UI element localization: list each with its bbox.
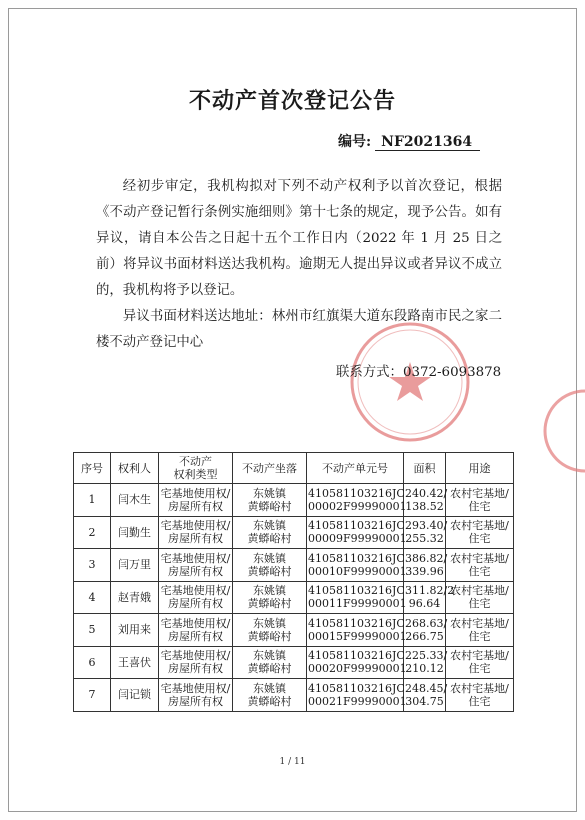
table-cell: 7 <box>74 679 111 712</box>
table-body <box>74 484 514 712</box>
table-cell: 闫万里 <box>111 549 159 582</box>
table-cell: 311.82/2 96.64 <box>404 581 446 614</box>
document-number-label: 编号: <box>338 134 372 150</box>
table-cell: 410581103216JC 00010F99990001 <box>307 549 404 582</box>
table-cell: 410581103216JC 00021F99990001 <box>307 679 404 712</box>
table-cell: 宅基地使用权/ 房屋所有权 <box>159 516 233 549</box>
table-cell: 农村宅基地/ 住宅 <box>446 516 514 549</box>
table-cell: 农村宅基地/ 住宅 <box>446 679 514 712</box>
table-cell: 4 <box>74 581 111 614</box>
table-cell: 闫记锁 <box>111 679 159 712</box>
table-cell: 农村宅基地/ 住宅 <box>446 646 514 679</box>
table-cell: 6 <box>74 646 111 679</box>
column-header: 不动产坐落 <box>233 453 307 484</box>
table-cell: 东姚镇 黄蟒峪村 <box>233 516 307 549</box>
table-cell: 宅基地使用权/ 房屋所有权 <box>159 581 233 614</box>
table-cell: 293.40/ 255.32 <box>404 516 446 549</box>
column-header: 面积 <box>404 453 446 484</box>
document-number <box>338 131 480 151</box>
table-cell: 宅基地使用权/ 房屋所有权 <box>159 614 233 647</box>
table-cell: 农村宅基地/ 住宅 <box>446 549 514 582</box>
table-row <box>74 646 514 679</box>
column-header: 序号 <box>74 453 111 484</box>
table-cell: 刘用来 <box>111 614 159 647</box>
column-header: 不动产单元号 <box>307 453 404 484</box>
table-row <box>74 484 514 517</box>
table-cell: 东姚镇 黄蟒峪村 <box>233 679 307 712</box>
announcement-paragraph: 经初步审定，我机构拟对下列不动产权利予以首次登记，根据《不动产登记暂行条例实施细则》第十七条的规定，现予公告。如有异议，请自本公告之日起十五个工作日内（2022 年 1 月 25 日之前）将异议书面材料送达我机构。逾期无人提出异议或者异议不成立的，我机构将予以登记。 <box>96 179 502 298</box>
table-cell: 5 <box>74 614 111 647</box>
page-number: 1 / 11 <box>279 757 306 767</box>
page-title: 不动产首次登记公告 <box>188 89 396 114</box>
table-cell: 闫勤生 <box>111 516 159 549</box>
column-header: 权利人 <box>111 453 159 484</box>
table-cell: 农村宅基地/ 住宅 <box>446 484 514 517</box>
table-row <box>74 516 514 549</box>
table-cell: 225.33/ 210.12 <box>404 646 446 679</box>
column-header: 不动产 权利类型 <box>159 453 233 484</box>
table-cell: 240.42/ 138.52 <box>404 484 446 517</box>
table-cell: 410581103216JC 00002F99990001 <box>307 484 404 517</box>
table-cell: 248.45/ 304.75 <box>404 679 446 712</box>
table-cell: 农村宅基地/ 住宅 <box>446 581 514 614</box>
table-row <box>74 614 514 647</box>
table-row <box>74 549 514 582</box>
column-header: 用途 <box>446 453 514 484</box>
table-cell: 410581103216JC 00020F99990001 <box>307 646 404 679</box>
table-cell: 东姚镇 黄蟒峪村 <box>233 549 307 582</box>
table-cell: 宅基地使用权/ 房屋所有权 <box>159 646 233 679</box>
document-number-value: NF2021364 <box>375 134 480 151</box>
table-header-row <box>74 453 514 484</box>
registration-table <box>73 452 514 712</box>
table-cell: 410581103216JC 00015F99990001 <box>307 614 404 647</box>
partial-seal-icon <box>540 386 585 476</box>
table-row <box>74 679 514 712</box>
table-cell: 闫木生 <box>111 484 159 517</box>
objection-address-paragraph: 异议书面材料送达地址：林州市红旗渠大道东段路南市民之家二楼不动产登记中心 <box>96 309 502 350</box>
table-cell: 王喜伏 <box>111 646 159 679</box>
table-cell: 东姚镇 黄蟒峪村 <box>233 646 307 679</box>
table-cell: 2 <box>74 516 111 549</box>
table-cell: 农村宅基地/ 住宅 <box>446 614 514 647</box>
table-cell: 东姚镇 黄蟒峪村 <box>233 581 307 614</box>
table-cell: 宅基地使用权/ 房屋所有权 <box>159 484 233 517</box>
table-cell: 宅基地使用权/ 房屋所有权 <box>159 549 233 582</box>
table-cell: 410581103216JC 00009F99990001 <box>307 516 404 549</box>
table-row <box>74 581 514 614</box>
table-cell: 1 <box>74 484 111 517</box>
table-cell: 268.63/ 266.75 <box>404 614 446 647</box>
table-cell: 3 <box>74 549 111 582</box>
table-cell: 赵青娥 <box>111 581 159 614</box>
contact-info: 联系方式：0372-6093878 <box>336 365 502 380</box>
table-cell: 东姚镇 黄蟒峪村 <box>233 614 307 647</box>
table-cell: 宅基地使用权/ 房屋所有权 <box>159 679 233 712</box>
table-cell: 东姚镇 黄蟒峪村 <box>233 484 307 517</box>
table-cell: 410581103216JC 00011F99990001 <box>307 581 404 614</box>
table-cell: 386.82/ 339.96 <box>404 549 446 582</box>
